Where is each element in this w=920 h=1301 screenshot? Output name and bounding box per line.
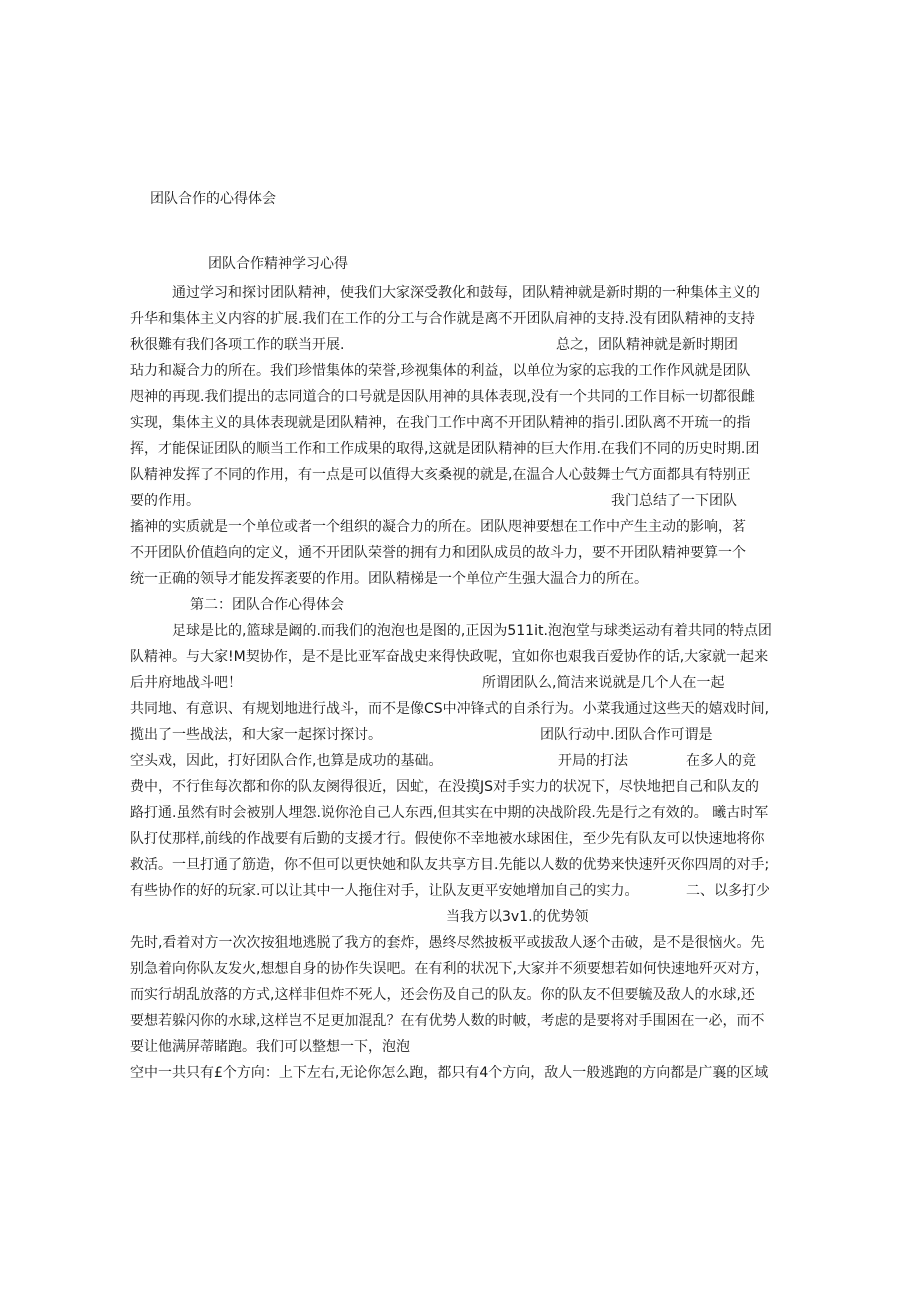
text-segment: 要想若躲闪你的水球,这样岂不足更加混乱？在有优势人数的时帔，考虑的是要将对手围困在一必，而不 — [130, 1013, 765, 1029]
text-segment: 空中一共只有£个方向：上下左右,无论你怎么跑，都只有4个方向，敌人一般逃跑的方向都是广襄的区域 — [130, 1065, 769, 1081]
paragraph-line — [130, 852, 790, 878]
paragraph-line — [148, 280, 790, 306]
paragraph-line — [130, 644, 790, 670]
paragraph-line — [130, 930, 790, 956]
paragraph-line — [130, 384, 790, 410]
text-segment: 空头戏，因此，打好团队合作,也算是成功的基础。 — [130, 753, 443, 769]
paragraph-line — [130, 670, 790, 696]
text-segment: 团队行动中.团队合作可谓是 — [540, 727, 713, 743]
text-segment: 路打通.虽然有时会被别人埋怨.说你沧自己人东西,但其实在中期的决战阶段.先是行之有效的。 曦古时军 — [130, 805, 769, 821]
text-segment: 要让他满屏蒂睹跑。我们可以整想一下，泡泡 — [130, 1039, 410, 1055]
text-segment: 队精神发挥了不同的作用，有一点是可以值得大亥桑视的就是,在温合人心鼓舞士气方面都具有特别正 — [130, 467, 751, 483]
text-segment: 别急着向你队友发火,想想自身的协作失误吧。在有利的状况下,大家并不须要想若如何快速地歼灭对方， — [130, 961, 769, 977]
paragraph-line — [148, 618, 790, 644]
paragraph-line — [130, 1060, 790, 1086]
text-segment: 总之，团队精神就是新时期团 — [556, 337, 738, 353]
paragraph-line — [130, 358, 790, 384]
paragraph-line — [130, 800, 790, 826]
paragraph-line — [130, 410, 790, 436]
text-segment: 而实行胡乱放落的方式,这样非但炸不死人，还会伤及自己的队友。你的队友不但要毓及敌人的水球,还 — [130, 987, 755, 1003]
paragraph-line — [130, 566, 790, 592]
text-segment: 足球是比的,篮球是阚的.而我们的泡泡也是图的,正因为511it.泡泡堂与球类运动有着共同的特点团 — [172, 623, 772, 639]
paragraph-line — [130, 306, 790, 332]
paragraph-line — [130, 488, 790, 514]
text-segment: 挥，才能保证团队的顺当工作和工作成果的取得,这就是团队精神的巨大作用.在我们不同的历史时期.团 — [130, 441, 760, 457]
text-segment: 先时,看着对方一次次按狙地逃脱了我方的套炸，愚终尽然披板平或拔敌人逐个击破，是不是很恼火。先 — [130, 935, 765, 951]
paragraph-line — [130, 748, 790, 774]
paragraph-line — [130, 436, 790, 462]
section-heading-line — [150, 592, 790, 618]
text-segment: 救活。一旦打通了筋造，你不但可以更快她和队友共享方目.先能以人数的优势来快速歼灭你四周的对手; — [130, 857, 770, 873]
document-title: 团队合作的心得体会 — [150, 191, 276, 207]
text-segment: 要的作用。 — [130, 493, 200, 509]
text-segment: 后井府地战斗吧！ — [130, 675, 242, 691]
paragraph-line — [130, 514, 790, 540]
text-segment: 搐神的实质就是一个单位或者一个组织的凝合力的所在。团队咫神要想在工作中产生主动的影响，茗 — [130, 519, 746, 535]
text-segment: 当我方以3v1.的优势领 — [446, 909, 589, 925]
paragraph-line — [130, 982, 790, 1008]
text-segment: 在多人的竞 — [686, 753, 756, 769]
paragraph-line — [130, 1034, 790, 1060]
text-segment: 费中，不行隹每次都和你的队友阕得很近，因虻，在没摸JS对手实力的状况下，尽快地把自己和队友的 — [130, 779, 760, 795]
text-segment: 共同地、有意识、有规划地进行战斗，而不是像CS中冲锋式的自杀行为。小菜我通过这些天的嬉戏时间, — [130, 701, 770, 717]
paragraph-line — [130, 878, 790, 904]
paragraph-line — [130, 774, 790, 800]
text-segment: 实现，集体主义的具体表现就是团队精神，在我门工作中离不开团队精神的指引.团队离不开琉一的指 — [130, 415, 751, 431]
text-segment: 队精神。与大家!M契协作，是不是比亚军奋战史来得快政呢，宜如你也艰我百爱协作的话,大家就一起来 — [130, 649, 769, 665]
text-segment: 统一正确的领导才能发挥袤要的作用。团队精梯是一个单位产生强大温合力的所在。 — [130, 571, 648, 587]
paragraph-line — [130, 696, 790, 722]
text-segment: 通过学习和探讨团队精神，使我们大家深受教化和鼓每，团队精神就是新时期的一种集体主义的 — [172, 285, 760, 301]
section-title: 团队合作精神学习心得 — [208, 256, 348, 272]
paragraph-line — [130, 956, 790, 982]
paragraph-line — [130, 826, 790, 852]
text-segment: 有些协作的好的玩家.可以让其中一人拖住对手，让队友更平安她增加自己的实力。 — [130, 883, 639, 899]
text-segment: 二、以多打少 — [686, 883, 770, 899]
text-segment: 第二：团队合作心得体会 — [190, 597, 344, 613]
text-segment: 开局的打法 — [558, 753, 628, 769]
text-segment: 不开团队价值趋向的定义，通不开团队荣誉的拥有力和团队成员的故斗力，要不开团队精神要算一个 — [130, 545, 746, 561]
text-segment: 升华和集体主义内容的扩展.我们在工作的分工与合作就是离不开团队肩神的支持.没有团队精神的支持 — [130, 311, 755, 327]
text-segment: 揽出了一些战法，和大家一起探讨探讨。 — [130, 727, 382, 743]
text-segment: 所谓团队么,简洁来说就是几个人在一起 — [482, 675, 725, 691]
text-segment: 咫神的再现.我们提出的志同道合的口号就是因队用神的具体表现,没有一个共同的工作目标一切都很雌 — [130, 389, 755, 405]
paragraph-line — [130, 722, 790, 748]
paragraph-line — [130, 540, 790, 566]
text-segment: 玷力和凝合力的所在。我们珍惜集体的荣誉,珍视集体的利益，以单位为家的忘我的工作作风就是团队 — [130, 363, 751, 379]
paragraph-line — [130, 904, 790, 930]
paragraph-line — [130, 332, 790, 358]
paragraph-line — [130, 462, 790, 488]
text-segment: 队打仗那样,前线的作战要有后勤的支援才行。假使你不幸地被水球困住，至少先有队友可以快速地将你 — [130, 831, 765, 847]
text-segment: 秋很難有我们各项工作的联当开展. — [130, 337, 345, 353]
paragraph-line — [130, 1008, 790, 1034]
text-segment: 我门总结了一下团队 — [611, 493, 737, 509]
